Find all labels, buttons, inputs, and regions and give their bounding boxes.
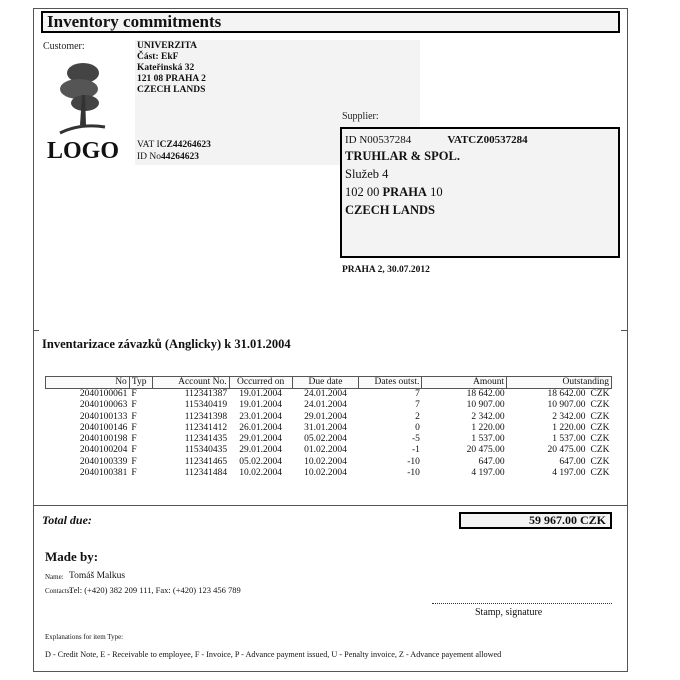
col-header: Dates outst. (359, 377, 422, 389)
col-header: Due date (292, 377, 359, 389)
table-cell: 20 475.00 (466, 445, 505, 456)
table-cell: 05.02.2004 (304, 434, 347, 445)
table-cell: 2040100133 (79, 411, 128, 422)
table-cell: -5 (411, 434, 420, 445)
customer-address (137, 41, 206, 96)
logo-text: LOGO (47, 138, 120, 164)
customer-line: UNIVERZITA (137, 41, 198, 51)
currency: CZK (590, 456, 610, 467)
total-due-value: 59 967.00 CZK (459, 512, 612, 529)
table-cell (507, 468, 612, 479)
commitments-table (45, 376, 612, 479)
table-cell (507, 434, 612, 445)
table-cell: 112341465 (184, 456, 228, 467)
table-cell: 24.01.2004 (304, 400, 347, 411)
table-cell: F (131, 389, 137, 399)
table-cell: 112341387 (184, 389, 228, 399)
currency: CZK (590, 434, 610, 445)
table-cell: 1 220.00 (471, 422, 505, 433)
table-cell: 10 907.00 (466, 400, 505, 411)
supplier-name: TRUHLAR & SPOL. (345, 149, 460, 163)
table-row (46, 400, 612, 411)
table-cell (507, 400, 612, 411)
explanations-heading: Explanations for item Type: (45, 633, 124, 641)
table-cell: 2040100204 (79, 445, 128, 456)
table-cell: 1 537.00 (471, 434, 505, 445)
table-cell: 115340435 (184, 445, 228, 456)
name-label: Name: (45, 573, 64, 581)
table-cell: 19.01.2004 (239, 400, 282, 411)
currency: CZK (590, 445, 610, 456)
table-cell: 2040100146 (79, 422, 128, 433)
currency: CZK (590, 468, 610, 479)
table-cell (507, 412, 612, 423)
signature-line (432, 603, 612, 604)
customer-label: Customer: (43, 41, 85, 52)
table-cell: 2040100063 (79, 400, 128, 411)
table-cell: 0 (415, 422, 420, 433)
table-cell: 23.01.2004 (239, 411, 282, 422)
table-row (46, 412, 612, 423)
table-cell: 19.01.2004 (239, 389, 282, 399)
table-cell: 10.02.2004 (304, 468, 347, 479)
table-cell: F (131, 434, 137, 445)
table-cell: F (131, 411, 137, 422)
supplier-id: ID N00537284 (345, 134, 412, 146)
customer-line: Kateřinská 32 (137, 63, 195, 73)
outstanding-value: 647.00 (559, 456, 586, 467)
table-cell: 7 (415, 389, 420, 399)
table-cell: 29.01.2004 (239, 434, 282, 445)
table-cell: 7 (415, 400, 420, 411)
table-cell (507, 445, 612, 456)
customer-id: 44264623 (161, 152, 200, 162)
total-due-label: Total due: (42, 513, 92, 527)
table-cell: 10.02.2004 (239, 468, 282, 479)
section-heading: Inventarizace závazků (Anglicky) k 31.01.2004 (42, 337, 291, 351)
table-cell: -10 (407, 468, 420, 479)
customer-line: CZECH LANDS (137, 85, 206, 95)
table-cell: 05.02.2004 (239, 456, 282, 467)
supplier-label: Supplier: (342, 111, 379, 122)
outstanding-value: 1 537.00 (552, 434, 586, 445)
table-cell: 112341398 (184, 411, 228, 422)
table-cell: 31.01.2004 (304, 422, 347, 433)
table-cell (507, 423, 612, 434)
outstanding-value: 1 220.00 (552, 422, 586, 433)
table-cell: 2040100198 (79, 434, 128, 445)
col-header: Account No. (152, 377, 229, 389)
table-cell (507, 389, 612, 401)
table-row (46, 423, 612, 434)
table-row (46, 457, 612, 468)
outstanding-value: 20 475.00 (547, 445, 586, 456)
table-cell: F (131, 456, 137, 467)
table-cell: 2 (415, 411, 420, 422)
table-row (46, 445, 612, 456)
supplier-city-name: PRAHA (382, 185, 427, 199)
table-cell: -10 (407, 456, 420, 467)
divider (34, 505, 627, 506)
signature-label: Stamp, signature (475, 607, 543, 618)
table-cell: -1 (411, 445, 420, 456)
table-cell: F (131, 422, 137, 433)
table-cell: 01.02.2004 (304, 445, 347, 456)
supplier-box (340, 127, 620, 258)
col-header: Amount (422, 377, 507, 389)
table-cell: F (131, 400, 137, 411)
col-header: No (46, 377, 130, 389)
table-cell: 2040100339 (79, 456, 128, 467)
tree-logo-icon (55, 55, 110, 135)
table-header-row (46, 377, 612, 389)
currency: CZK (590, 400, 610, 411)
customer-ids (137, 139, 211, 163)
supplier-city-num: 10 (430, 185, 443, 199)
author-name: Tomáš Malkus (69, 571, 126, 581)
table-cell: 4 197.00 (471, 468, 505, 479)
customer-vat: CZ44264623 (159, 140, 211, 150)
supplier-country: CZECH LANDS (345, 203, 435, 217)
explanations-text: D - Credit Note, E - Receivable to employee, F - Invoice, P - Advance payment issued, U - Penalty invoice, Z - Advance payement allowed (45, 650, 502, 659)
table-cell: 112341484 (184, 468, 228, 479)
table-cell: 112341412 (184, 422, 228, 433)
outstanding-value: 18 642.00 (547, 389, 586, 399)
table-cell: 10.02.2004 (304, 456, 347, 467)
table-cell: 112341435 (184, 434, 228, 445)
table-cell: 115340419 (184, 400, 228, 411)
fold-mark (34, 330, 39, 331)
table-cell: 24.01.2004 (304, 389, 347, 399)
outstanding-value: 4 197.00 (552, 468, 586, 479)
table-row (46, 434, 612, 445)
id-label: ID No (137, 152, 162, 162)
table-cell: 647.00 (478, 456, 505, 467)
supplier-city (345, 183, 615, 201)
table-cell: 2040100381 (79, 468, 128, 479)
supplier-vat: VATCZ00537284 (447, 134, 528, 146)
currency: CZK (590, 389, 610, 399)
fold-mark (621, 330, 627, 331)
table-cell (507, 457, 612, 468)
outstanding-value: 10 907.00 (547, 400, 586, 411)
table-cell: 2 342.00 (471, 411, 505, 422)
outstanding-value: 2 342.00 (552, 411, 586, 422)
table-cell: 18 642.00 (466, 389, 505, 399)
table-cell: 29.01.2004 (239, 445, 282, 456)
made-by-heading: Made by: (45, 549, 99, 564)
table-row (46, 468, 612, 479)
currency: CZK (590, 411, 610, 422)
table-cell: F (131, 468, 137, 479)
contacts: Tel: (+420) 382 209 111, Fax: (+420) 123 456 789 (69, 585, 241, 595)
table-cell: F (131, 445, 137, 456)
col-header: Outstanding (507, 377, 612, 389)
currency: CZK (590, 422, 610, 433)
vat-label: VAT I (137, 140, 160, 150)
customer-line: Část: EkF (137, 52, 179, 62)
col-header: Typ (129, 377, 152, 389)
col-header: Occurred on (229, 377, 292, 389)
table-cell: 29.01.2004 (304, 411, 347, 422)
table-row (46, 389, 612, 401)
customer-line: 121 08 PRAHA 2 (137, 74, 206, 84)
table-cell: 26.01.2004 (239, 422, 282, 433)
contacts-label: Contacts: (45, 587, 72, 595)
place-date: PRAHA 2, 30.07.2012 (342, 265, 430, 275)
supplier-street: Služeb 4 (345, 167, 389, 181)
document-title: Inventory commitments (41, 11, 620, 33)
table-cell: 2040100061 (79, 389, 128, 399)
supplier-zip: 102 00 (345, 185, 380, 199)
